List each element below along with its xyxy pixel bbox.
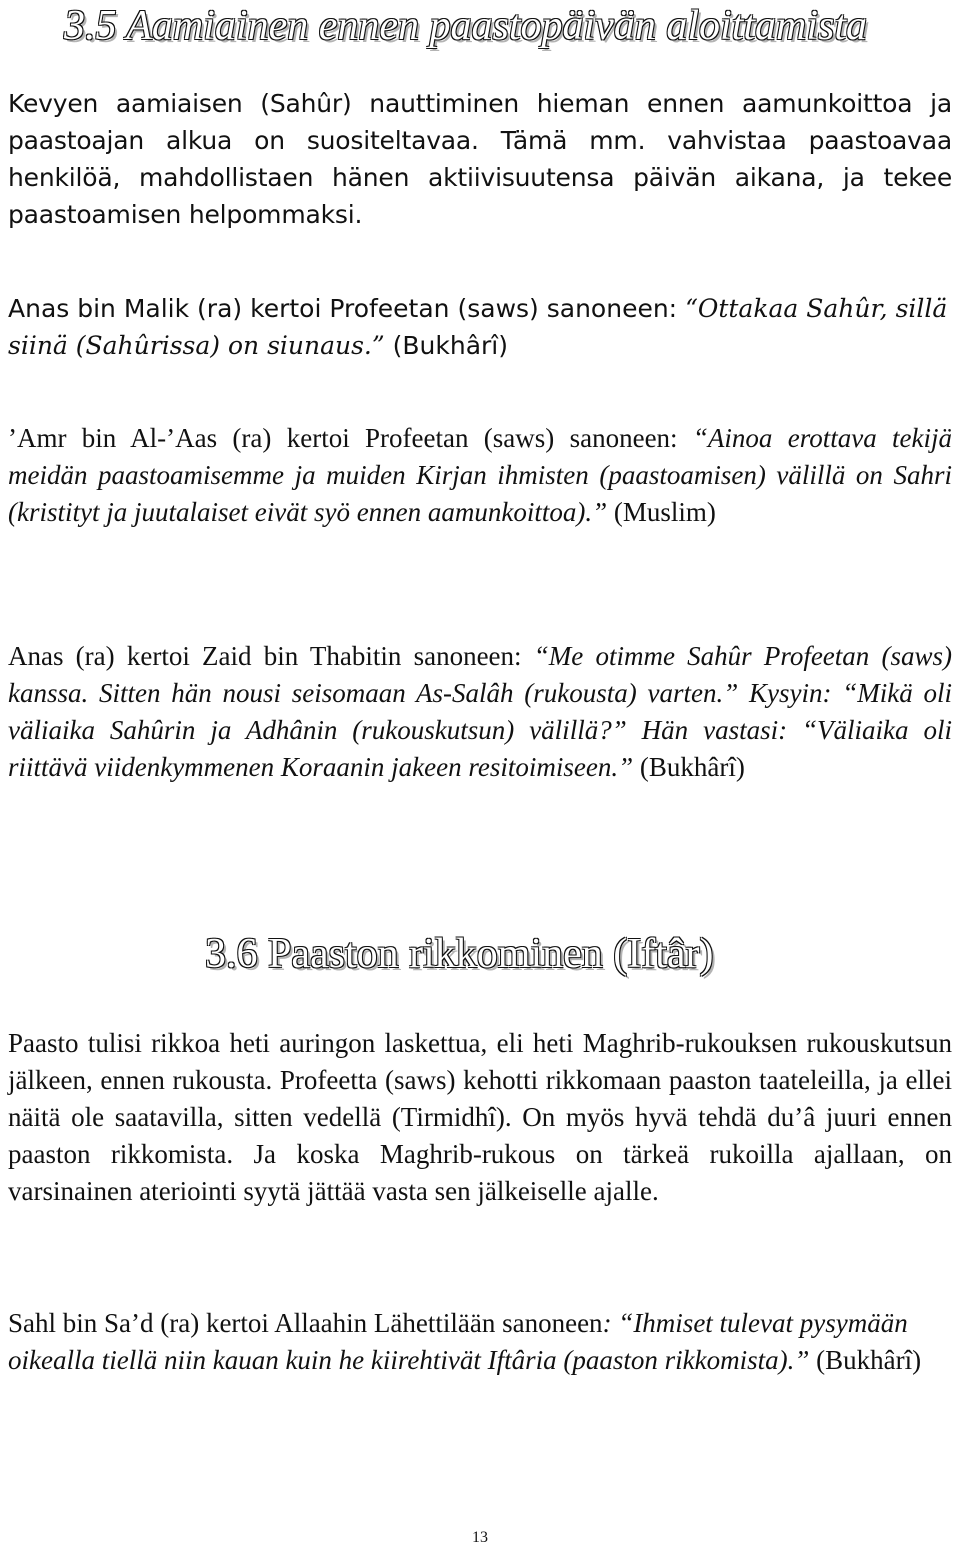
section-heading-3-6: 3.6 Paaston rikkominen (Iftâr) [205, 931, 714, 977]
hadith-intro: ’Amr bin Al-’Aas (ra) kertoi Profeetan (saws) sanoneen: [8, 423, 693, 453]
hadith-quote: “Me otimme Sahûr Profeetan (saws) kanssa. Sitten hän nousi seisomaan As-Salâh (rukousta) varten.” Kysyin: “Mikä oli väliaika Sahûrin ja Adhânin (rukouskutsun) välillä?” Hän vastasi: “Väliaika oli riittävä viidenkymmenen Koraanin jakeen resitoimiseen.” [8, 641, 952, 782]
hadith-intro: Anas (ra) kertoi Zaid bin Thabitin sanoneen: [8, 641, 534, 671]
hadith-sahl-bin-sad [8, 1305, 952, 1379]
paragraph-iftar-intro: Paasto tulisi rikkoa heti auringon laskettua, eli heti Maghrib-rukouksen rukouskutsun jälkeen, ennen rukousta. Profeetta (saws) kehotti rikkomaan paaston taateleilla, ja ellei näitä ole saatavilla, sitten vedellä (Tirmidhî). On myös hyvä tehdä du’â juuri ennen paaston rikkomista. Ja koska Maghrib-rukous on tärkeä rukoilla ajallaan, on varsinainen ateriointi syytä jättää vasta sen jälkeiselle ajalle. [8, 1028, 952, 1206]
hadith-zaid-bin-thabit [8, 638, 952, 786]
hadith-amr-bin-al-aas [8, 420, 952, 531]
hadith-quote: : “Ihmiset tulevat pysymään oikealla tiellä niin kauan kuin he kiirehtivät Iftâria (paaston rikkomista).” [8, 1308, 908, 1375]
page-number: 13 [472, 1529, 488, 1546]
paragraph-sahur-intro: Kevyen aamiaisen (Sahûr) nauttiminen hieman ennen aamunkoittoa ja paastoajan alkua on suositeltavaa. Tämä mm. vahvistaa paastoavaa henkilöä, mahdollistaen hänen aktiivisuutensa päivän aikana, ja tekee paastoamisen helpommaksi. [8, 89, 952, 229]
section-heading-3-5: 3.5 Aamiainen ennen paastopäivän aloittamista [64, 3, 868, 49]
hadith-source: (Bukhârî) [633, 752, 745, 782]
hadith-source: (Muslim) [607, 497, 716, 527]
hadith-anas-bin-malik [8, 290, 952, 364]
hadith-source: (Bukhârî) [809, 1345, 922, 1375]
hadith-source: (Bukhârî) [384, 331, 508, 360]
hadith-quote: “Ainoa erottava tekijä meidän paastoamisemme ja muiden Kirjan ihmisten (paastoamisen) välillä on Sahri (kristityt ja juutalaiset eivät syö ennen aamunkoittoa).” [8, 423, 952, 527]
hadith-quote: “Ottakaa Sahûr, sillä siinä (Sahûrissa) on siunaus.” [8, 294, 948, 360]
hadith-intro: Sahl bin Sa’d (ra) kertoi Allaahin Lähettilään sanoneen [8, 1308, 603, 1338]
hadith-intro: Anas bin Malik (ra) kertoi Profeetan (saws) sanoneen: [8, 294, 686, 323]
